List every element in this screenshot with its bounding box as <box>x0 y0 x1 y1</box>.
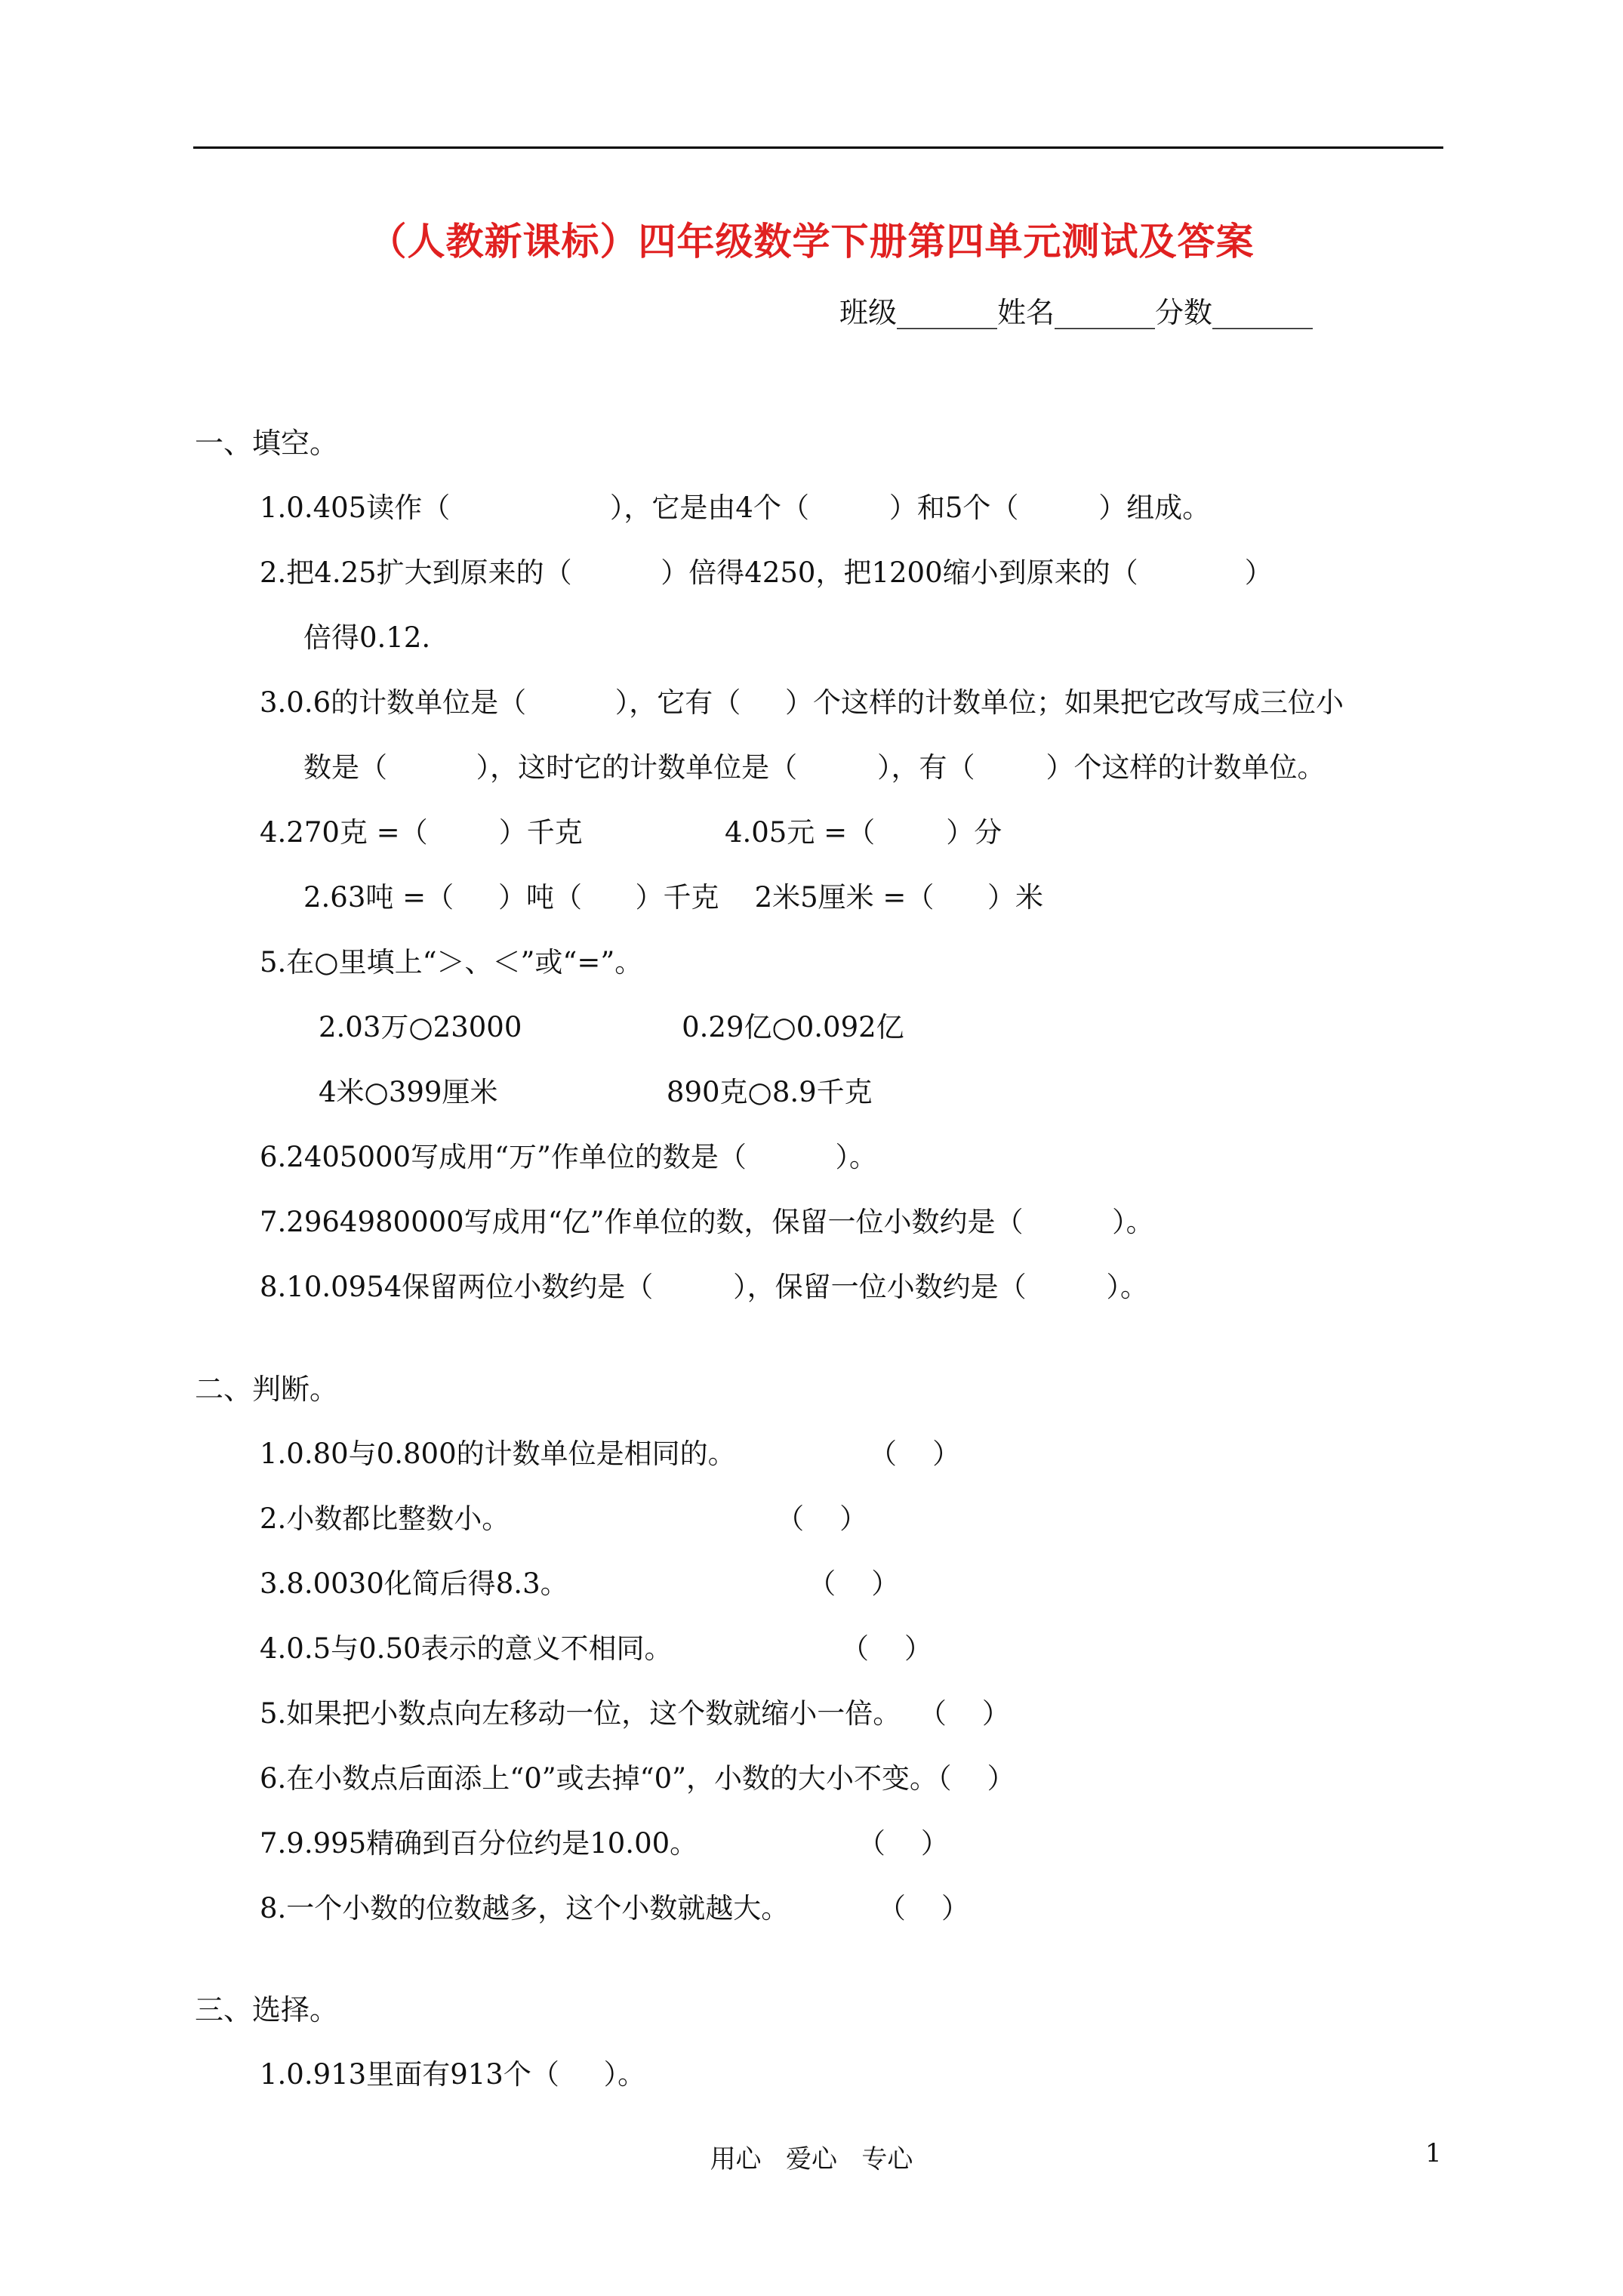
page-footer: 用心 爱心 专心 <box>710 2144 913 2174</box>
student-info-line: 班级_______姓名_______分数_______ <box>839 296 1313 329</box>
question-line: 4米○399厘米 890克○8.9千克 <box>319 1076 873 1108</box>
question-line: 2.小数都比整数小。 （ ） <box>260 1502 868 1535</box>
question-line: 数是（ ），这时它的计数单位是（ ），有（ ）个这样的计数单位。 <box>303 751 1326 784</box>
question-line: 8.10.0954保留两位小数约是（ ），保留一位小数约是（ ）。 <box>260 1271 1149 1303</box>
question-line: 6.2405000写成用“万”作单位的数是（ ）。 <box>260 1141 878 1173</box>
question-line: 3.0.6的计数单位是（ ），它有（ ）个这样的计数单位；如果把它改写成三位小 <box>260 686 1344 719</box>
section-heading-fill-blank: 一、填空。 <box>195 427 339 460</box>
question-line: 2.63吨 =（ ）吨（ ）千克 2米5厘米 =（ ）米 <box>303 881 1043 914</box>
top-rule <box>193 146 1443 149</box>
question-line: 2.把4.25扩大到原来的（ ）倍得4250，把1200缩小到原来的（ ） <box>260 556 1273 589</box>
question-line: 1.0.913里面有913个（ ）。 <box>260 2058 646 2091</box>
question-line: 3.8.0030化简后得8.3。 （ ） <box>260 1567 900 1600</box>
page-title: （人教新课标）四年级数学下册第四单元测试及答案 <box>368 219 1255 264</box>
question-line: 1.0.405读作（ ），它是由4个（ ）和5个（ ）组成。 <box>260 492 1211 524</box>
question-line: 2.03万○23000 0.29亿○0.092亿 <box>319 1011 904 1043</box>
page-number: 1 <box>1425 2138 1442 2168</box>
question-line: 8.一个小数的位数越多，这个小数就越大。 （ ） <box>260 1892 969 1925</box>
question-line: 倍得0.12. <box>303 621 431 654</box>
section-heading-true-false: 二、判断。 <box>195 1373 339 1406</box>
question-line: 4.0.5与0.50表示的意义不相同。 （ ） <box>260 1632 933 1665</box>
section-heading-multiple-choice: 三、选择。 <box>195 1993 339 2026</box>
question-line: 1.0.80与0.800的计数单位是相同的。 （ ） <box>260 1438 961 1470</box>
question-line: 6.在小数点后面添上“0”或去掉“0”，小数的大小不变。（ ） <box>260 1762 1015 1795</box>
question-line: 7.2964980000写成用“亿”作单位的数，保留一位小数约是（ ）。 <box>260 1206 1154 1238</box>
question-line: 5.在○里填上“＞、＜”或“=”。 <box>260 946 643 978</box>
question-line: 4.270克 =（ ）千克 4.05元 =（ ）分 <box>260 816 1002 849</box>
question-line: 5.如果把小数点向左移动一位，这个数就缩小一倍。 （ ） <box>260 1697 1010 1730</box>
question-line: 7.9.995精确到百分位约是10.00。 （ ） <box>260 1827 949 1860</box>
